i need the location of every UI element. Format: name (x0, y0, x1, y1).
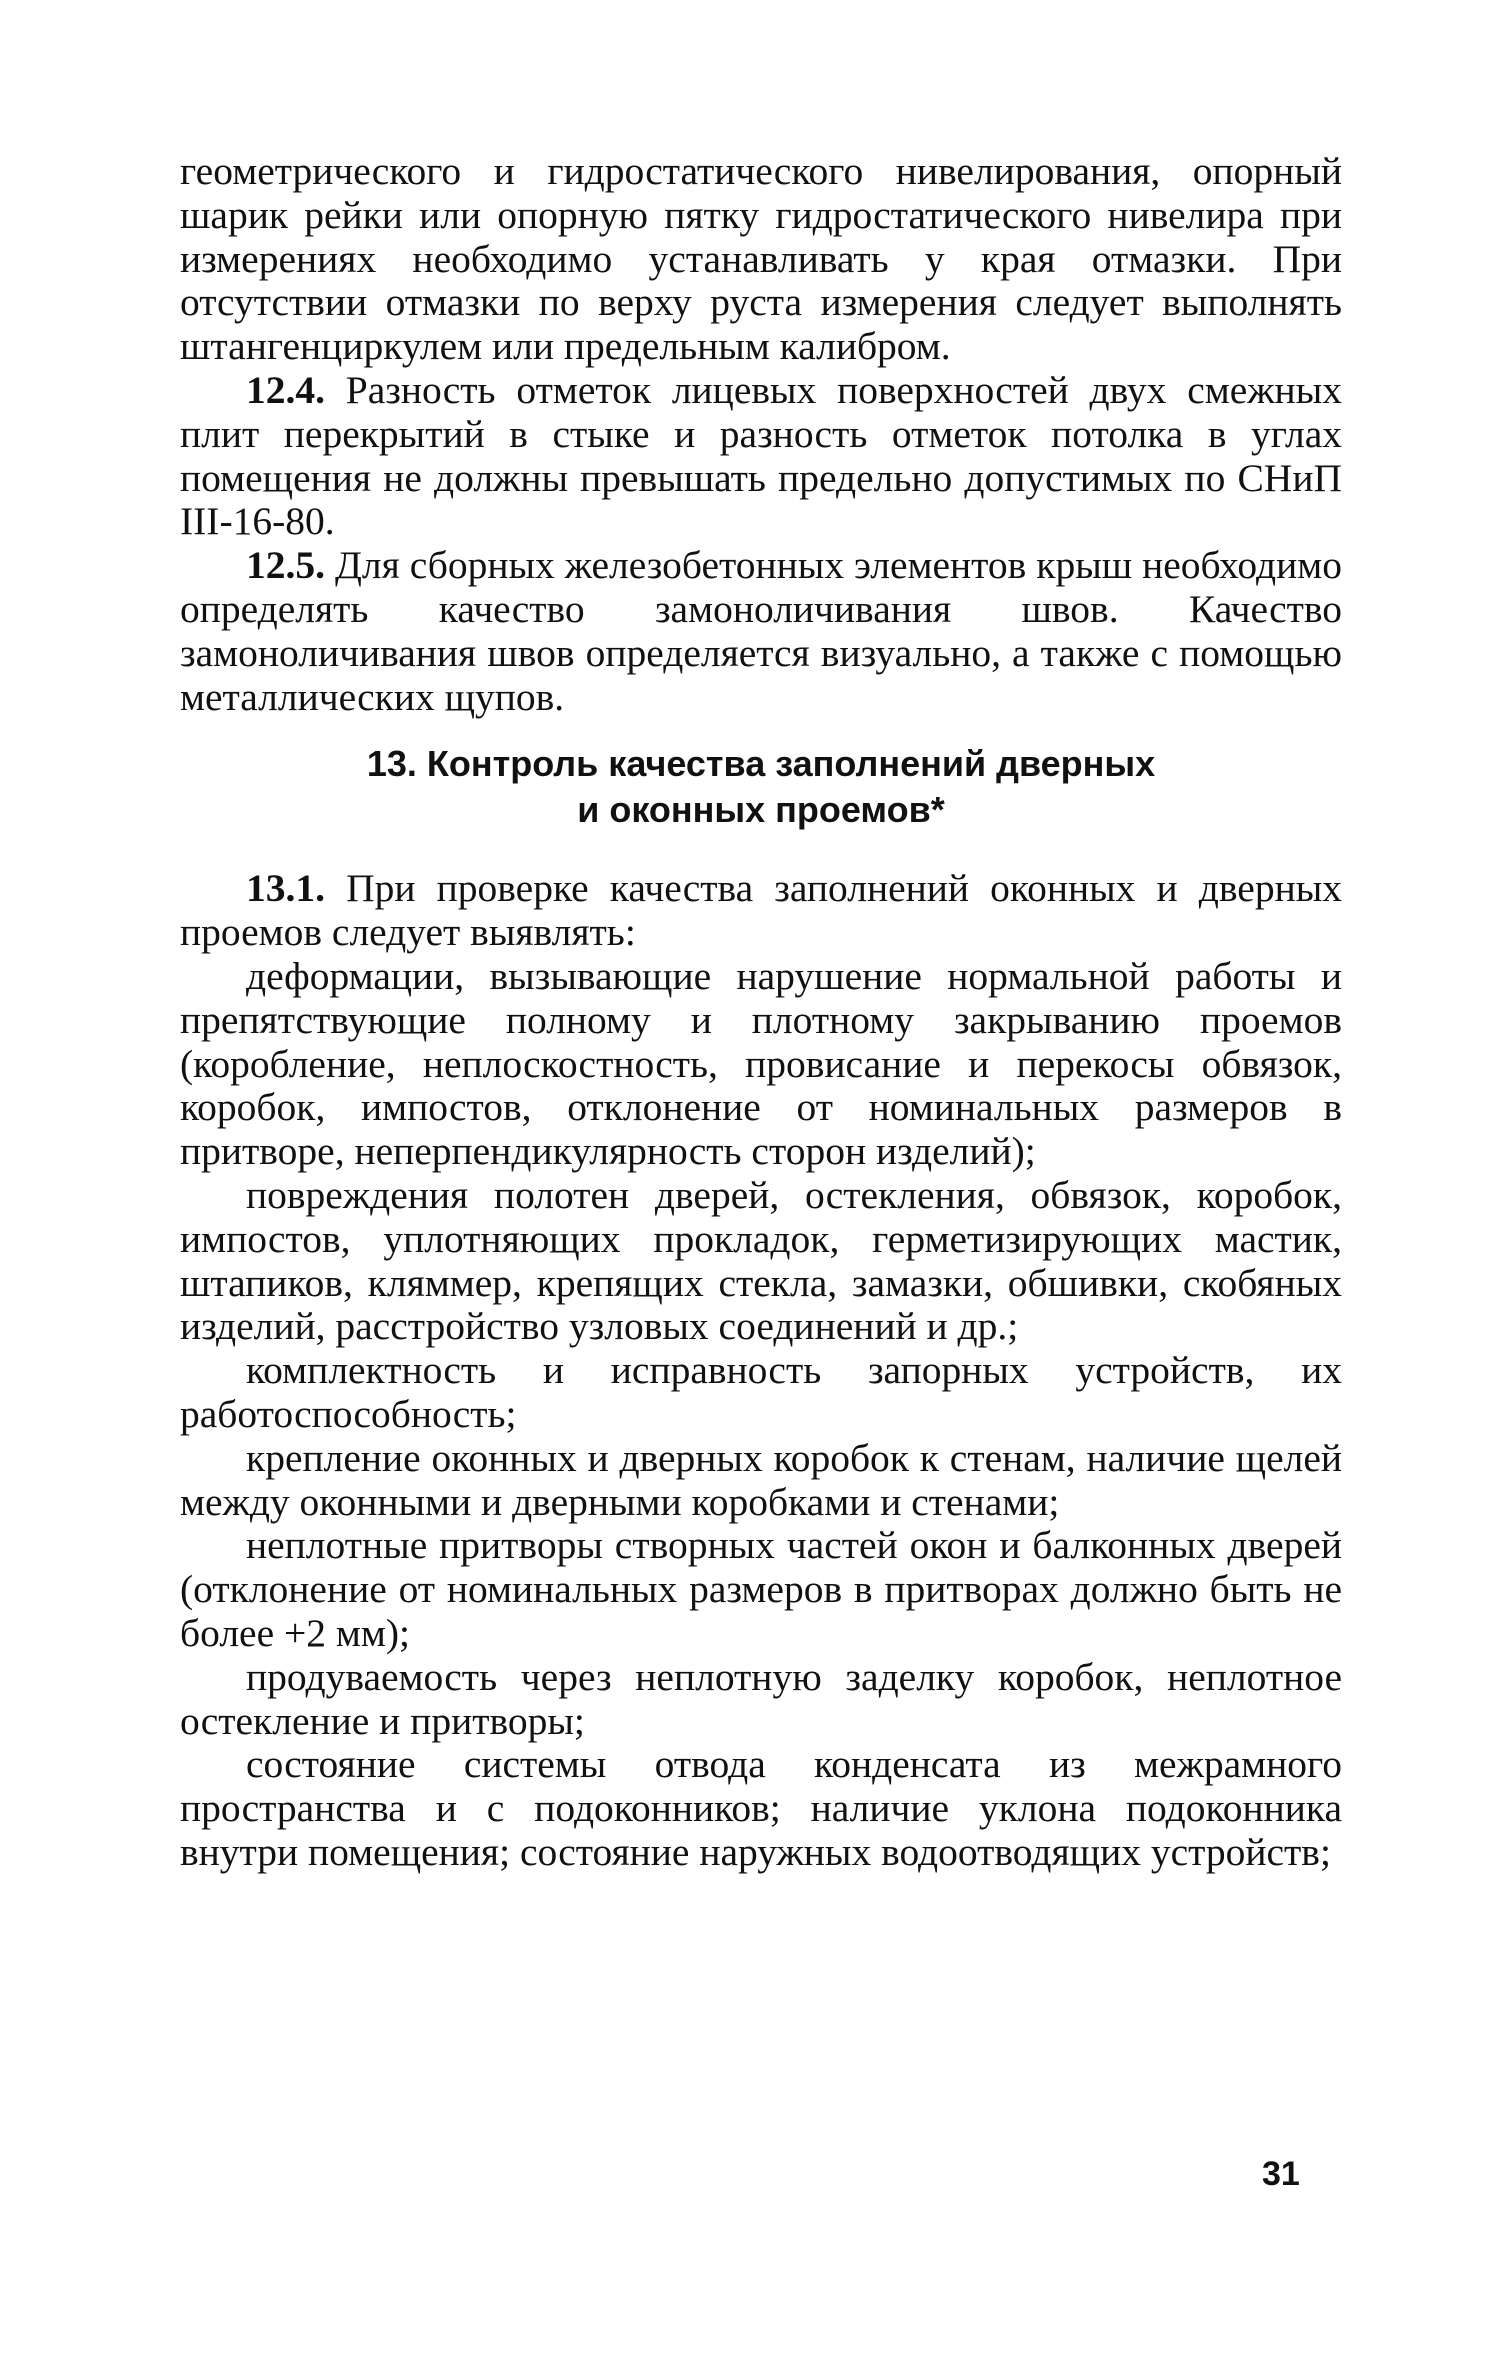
clause-number: 13.1. (246, 866, 325, 911)
clause-number: 12.4. (246, 367, 325, 412)
list-item: крепление оконных и дверных коробок к стенам, наличие щелей между оконными и дверными коробками и стенами; (180, 1435, 1342, 1524)
paragraph-12-4 (180, 369, 1342, 544)
section-title-line-1: 13. Контроль качества заполнений дверных (366, 743, 1156, 785)
list-item: деформации, вызывающие нарушение нормальной работы и препятствующие полному и плотному закрыванию проемов (коробление, неплоскостность, провисание и перекосы обвязок, коробок, импостов, отклонение от номинальных размеров в притворе, неперпендикулярность сторон изделий); (180, 953, 1342, 1174)
list-item: повреждения полотен дверей, остекления, обвязок, коробок, импостов, уплотняющих прокладок, герметизирующих мастик, штапиков, кляммер, крепящих стекла, замазки, обшивки, скобяных изделий, расстройство узловых соединений и др.; (180, 1172, 1342, 1349)
section-heading (180, 719, 1342, 867)
page-number: 31 (1262, 2155, 1300, 2193)
clause-text: Для сборных железобетонных элементов крыш необходимо определять качество замоноличивания швов. Качество замоноличивания швов определяется визуально, а также с помощью металлических щупов. (180, 543, 1342, 719)
intro-paragraph: геометрического и гидростатического нивелирования, опорный шарик рейки или опорную пятку гидростатического нивелира при измерениях необходимо устанавливать у края отмазки. При отсутствии отмазки по верху руста измерения следует выполнять штангенциркулем или предельным калибром. (180, 149, 1342, 369)
list-item: неплотные притворы створных частей окон и балконных дверей (отклонение от номинальных размеров в притворах должно быть не более +2 мм); (180, 1523, 1342, 1655)
list-item: комплектность и исправность запорных устройств, их работоспособность; (180, 1348, 1342, 1436)
paragraph-12-5 (180, 544, 1342, 719)
section-title-line-2: и оконных проемов* (577, 789, 945, 831)
clause-number: 12.5. (246, 543, 325, 588)
document-page (180, 150, 1342, 1875)
clause-text: Разность отметок лицевых поверхностей двух смежных плит перекрытий в стыке и разность отметок потолка в углах помещения не должны превышать предельно допустимых по СНиП III-16-80. (180, 367, 1342, 544)
list-item: состояние системы отвода конденсата из межрамного пространства и с подоконников; наличие уклона подоконника внутри помещения; состояние наружных водоотводящих устройств; (180, 1742, 1342, 1874)
paragraph-13-1 (180, 867, 1342, 955)
clause-text: При проверке качества заполнений оконных и дверных проемов следует выявлять: (180, 866, 1342, 955)
list-item: продуваемость через неплотную заделку коробок, неплотное остекление и притворы; (180, 1654, 1342, 1743)
